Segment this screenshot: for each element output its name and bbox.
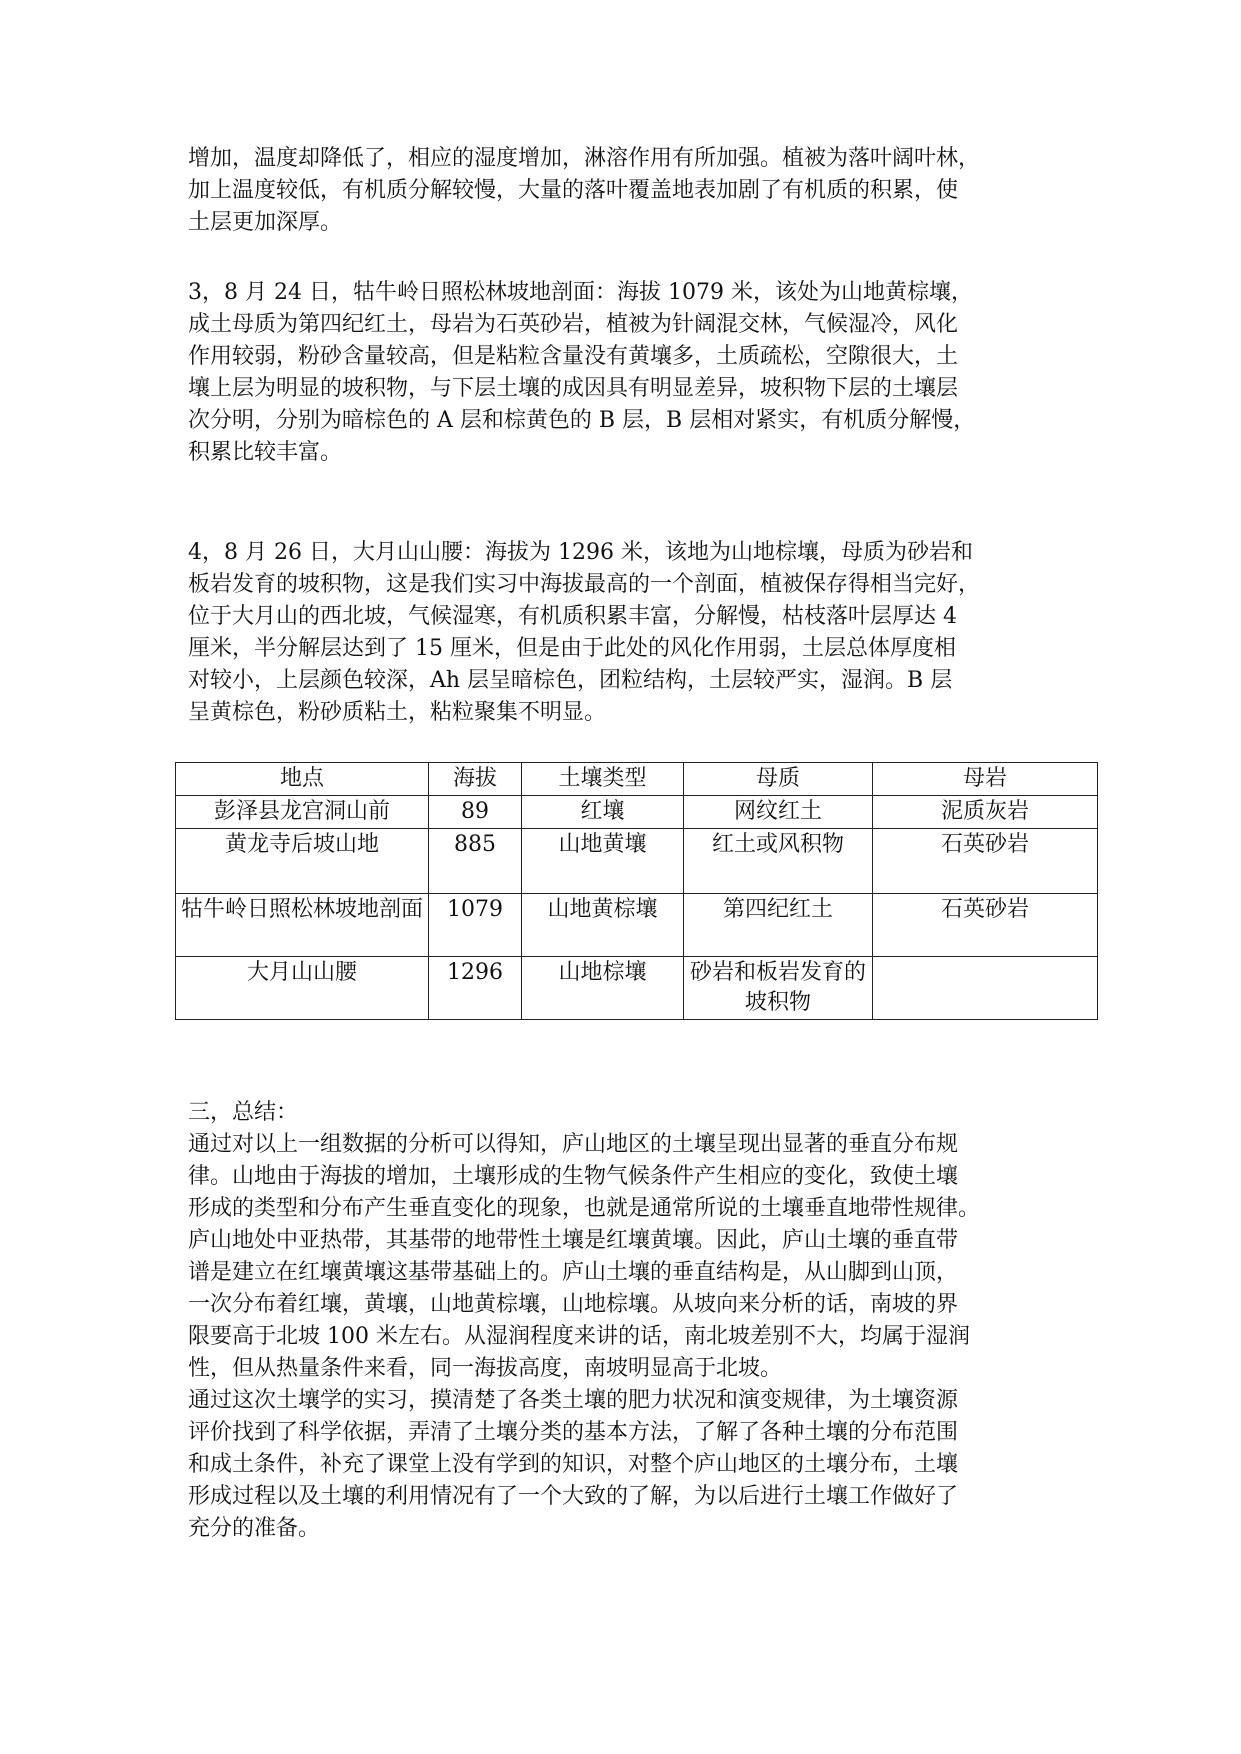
header-soil-type: 土壤类型 [522, 763, 684, 796]
text-line: 土层更加深厚。 [188, 210, 343, 235]
paragraph-continued [188, 143, 1068, 239]
text-line: 限要高于北坡 100 米左右。从湿润程度来讲的话，南北坡差别不大，均属于湿润 [188, 1324, 970, 1349]
cell-parent-rock: 石英砂岩 [873, 894, 1098, 957]
cell-parent-material: 网纹红土 [684, 796, 873, 829]
cell-location: 牯牛岭日照松林坡地剖面 [176, 894, 429, 957]
cell-location: 黄龙寺后坡山地 [176, 829, 429, 894]
text-line: 和成土条件，补充了课堂上没有学到的知识，对整个庐山地区的土壤分布，土壤 [188, 1452, 959, 1477]
text-line: 3，8 月 24 日，牯牛岭日照松林坡地剖面：海拔 1079 米，该处为山地黄棕壤， [188, 280, 973, 305]
text-line: 呈黄棕色，粉砂质粘土，粘粒聚集不明显。 [188, 700, 607, 725]
conclusion-section [188, 1097, 1068, 1545]
table-row [176, 796, 1098, 829]
cell-elevation: 1079 [429, 894, 522, 957]
text-line: 通过对以上一组数据的分析可以得知，庐山地区的土壤呈现出显著的垂直分布规 [188, 1132, 959, 1157]
text-line: 形成的类型和分布产生垂直变化的现象，也就是通常所说的土壤垂直地带性规律。 [188, 1196, 981, 1221]
cell-parent-rock [873, 957, 1098, 1020]
text-line: 厘米，半分解层达到了 15 厘米，但是由于此处的风化作用弱，土层总体厚度相 [188, 636, 956, 661]
text-line: 评价找到了科学依据，弄清了土壤分类的基本方法，了解了各种土壤的分布范围 [188, 1420, 959, 1445]
text-line: 作用较弱，粉砂含量较高，但是粘粒含量没有黄壤多，土质疏松，空隙很大，土 [188, 344, 959, 369]
cell-elevation: 1296 [429, 957, 522, 1020]
cell-soil-type: 山地黄棕壤 [522, 894, 684, 957]
cell-parent-material: 砂岩和板岩发育的坡积物 [684, 957, 873, 1020]
cell-parent-rock: 石英砂岩 [873, 829, 1098, 894]
text-line: 壤上层为明显的坡积物，与下层土壤的成因具有明显差异，坡积物下层的土壤层 [188, 376, 959, 401]
cell-parent-material: 第四纪红土 [684, 894, 873, 957]
cell-soil-type: 红壤 [522, 796, 684, 829]
section-heading: 三，总结： [188, 1100, 299, 1125]
paragraph-site-3 [188, 277, 1068, 469]
text-line: 一次分布着红壤，黄壤，山地黄棕壤，山地棕壤。从坡向来分析的话，南坡的界 [188, 1292, 959, 1317]
text-line: 形成过程以及土壤的利用情况有了一个大致的了解，为以后进行土壤工作做好了 [188, 1484, 959, 1509]
text-line: 成土母质为第四纪红土，母岩为石英砂岩，植被为针阔混交林，气候湿冷，风化 [188, 312, 959, 337]
text-line: 次分明，分别为暗棕色的 A 层和棕黄色的 B 层，B 层相对紧实，有机质分解慢， [188, 408, 976, 433]
text-line: 4，8 月 26 日，大月山山腰：海拔为 1296 米，该地为山地棕壤，母质为砂岩和 [188, 540, 973, 565]
text-line: 律。山地由于海拔的增加，土壤形成的生物气候条件产生相应的变化，致使土壤 [188, 1164, 959, 1189]
header-location: 地点 [176, 763, 429, 796]
cell-parent-rock: 泥质灰岩 [873, 796, 1098, 829]
cell-soil-type: 山地棕壤 [522, 957, 684, 1020]
cell-elevation: 885 [429, 829, 522, 894]
table-row [176, 829, 1098, 894]
text-line: 充分的准备。 [188, 1516, 321, 1541]
text-line: 性，但从热量条件来看，同一海拔高度，南坡明显高于北坡。 [188, 1356, 783, 1381]
cell-location: 彭泽县龙宫洞山前 [176, 796, 429, 829]
text-line: 位于大月山的西北坡，气候湿寒，有机质积累丰富，分解慢，枯枝落叶层厚达 4 [188, 604, 957, 629]
table-row [176, 894, 1098, 957]
paragraph-site-4 [188, 537, 1068, 729]
table-header-row [176, 763, 1098, 796]
text-line: 增加，温度却降低了，相应的湿度增加，淋溶作用有所加强。植被为落叶阔叶林， [188, 146, 981, 171]
table-row [176, 957, 1098, 1020]
header-parent-rock: 母岩 [873, 763, 1098, 796]
text-line: 板岩发育的坡积物，这是我们实习中海拔最高的一个剖面，植被保存得相当完好， [188, 572, 981, 597]
soil-summary-table [175, 762, 1098, 1020]
header-parent-material: 母质 [684, 763, 873, 796]
cell-soil-type: 山地黄壤 [522, 829, 684, 894]
cell-parent-material: 红土或风积物 [684, 829, 873, 894]
text-line: 通过这次土壤学的实习，摸清楚了各类土壤的肥力状况和演变规律，为土壤资源 [188, 1388, 959, 1413]
cell-elevation: 89 [429, 796, 522, 829]
text-line: 庐山地处中亚热带，其基带的地带性土壤是红壤黄壤。因此，庐山土壤的垂直带 [188, 1228, 959, 1253]
header-elevation: 海拔 [429, 763, 522, 796]
cell-location: 大月山山腰 [176, 957, 429, 1020]
text-line: 加上温度较低，有机质分解较慢，大量的落叶覆盖地表加剧了有机质的积累，使 [188, 178, 959, 203]
text-line: 对较小，上层颜色较深，Ah 层呈暗棕色，团粒结构，土层较严实，湿润。B 层 [188, 668, 953, 693]
text-line: 谱是建立在红壤黄壤这基带基础上的。庐山土壤的垂直结构是，从山脚到山顶， [188, 1260, 959, 1285]
text-line: 积累比较丰富。 [188, 440, 343, 465]
